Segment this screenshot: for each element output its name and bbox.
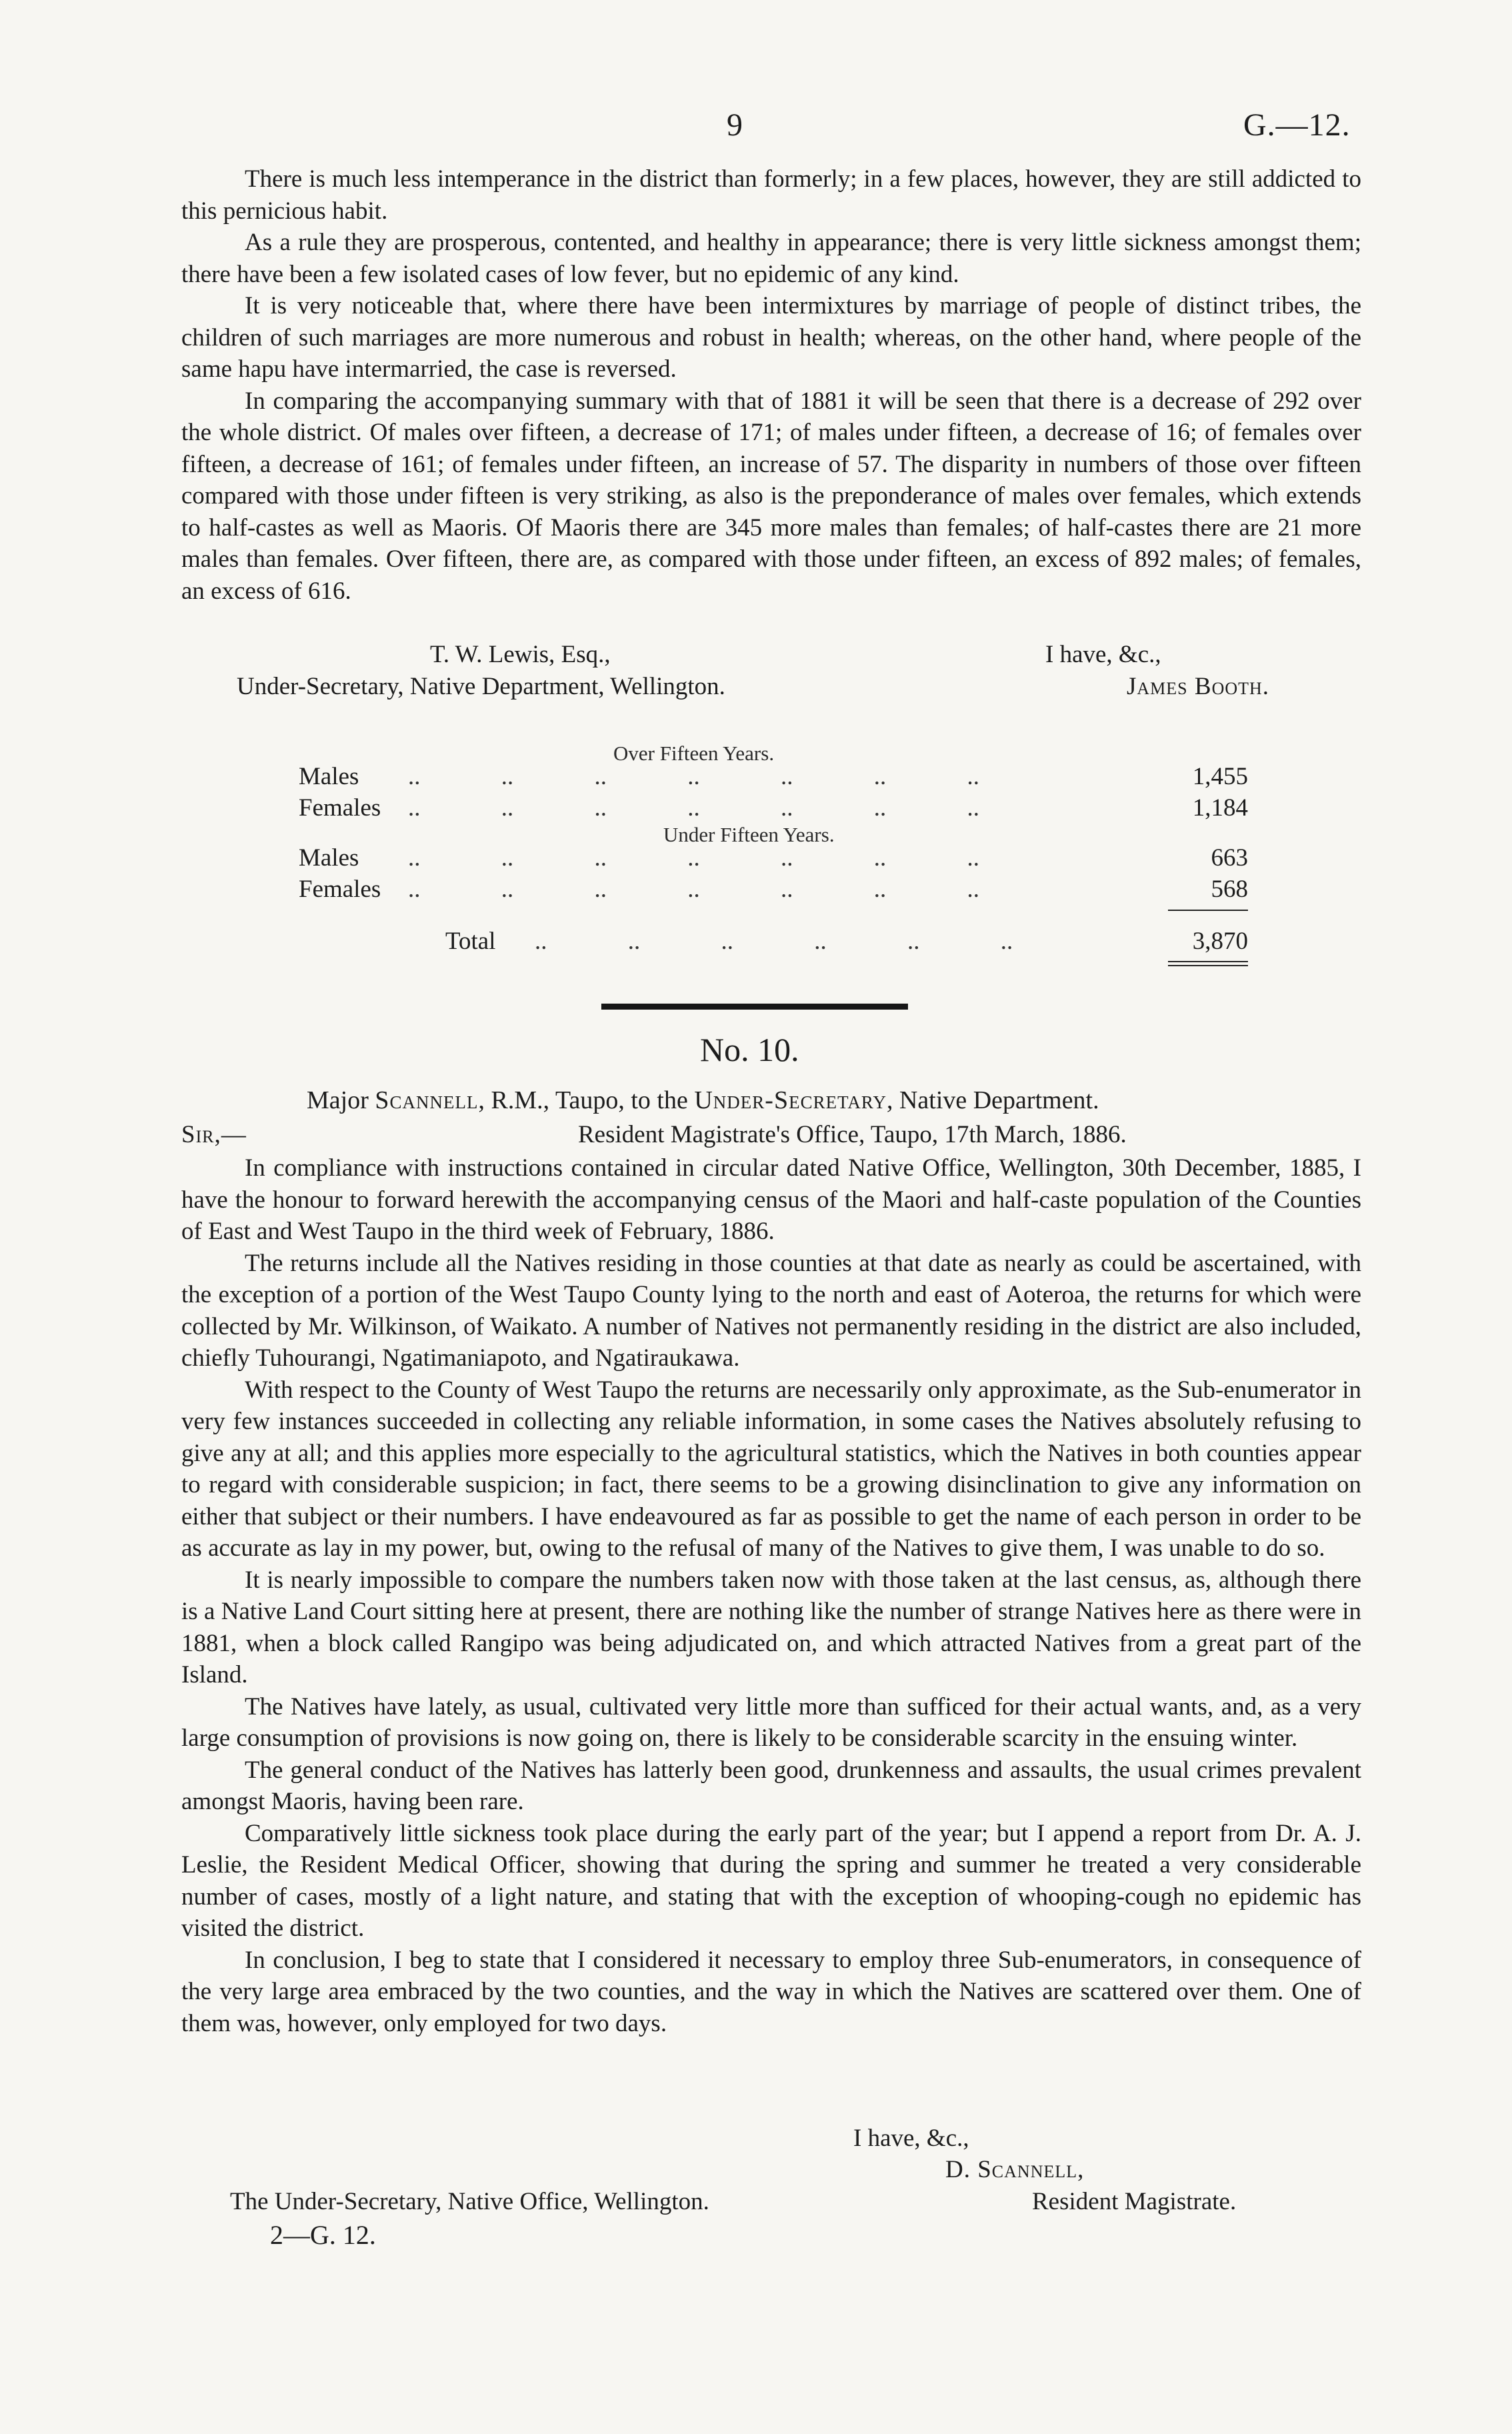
section-divider	[601, 1004, 908, 1010]
row-value: 1,184	[1192, 794, 1248, 822]
heading-text: , R.M., Taupo, to the	[478, 1086, 695, 1114]
row-label: Females	[299, 794, 381, 822]
paragraph: In compliance with instructions contained in circular dated Native Office, Wellington, 30th December, 1885, I have the honour to forward herewith the accompanying census of the Maori and half-caste population of the Counties of East and West Taupo in the third week of February, 1886.	[181, 1154, 1361, 1245]
total-double-rule	[1168, 961, 1248, 962]
total-double-rule	[1168, 965, 1248, 966]
total-label: Total	[445, 928, 496, 955]
heading-recipient: Under-Secretary	[694, 1086, 887, 1114]
row-label: Females	[299, 876, 381, 903]
heading-sender: Scannell	[375, 1086, 479, 1114]
row-value: 663	[1211, 844, 1248, 872]
row-label: Males	[299, 763, 359, 790]
letter-body-part2	[181, 1152, 1361, 2039]
closing: I have, &c.,	[1045, 641, 1161, 668]
letter-heading	[307, 1086, 1099, 1115]
paragraph: Comparatively little sickness took place during the early part of the year; but I append a report from Dr. A. J. Leslie, the Resident Medical Officer, showing that during the spring and summer he treated a very considerable number of cases, mostly of a light nature, and stating that with the exception of whooping-cough no epidemic has visited the district.	[181, 1819, 1361, 1942]
addressee: The Under-Secretary, Native Office, Wellington.	[230, 2188, 709, 2215]
heading-text: , Native Department.	[886, 1086, 1099, 1114]
leader-dots: .. .. .. .. .. ..	[535, 928, 1013, 955]
addressee-name: T. W. Lewis, Esq.,	[430, 641, 611, 668]
paragraph: It is nearly impossible to compare the numbers taken now with those taken at the last census, as, although there is a Native Land Court sitting here at present, there are nothing like the number of strange Natives here as there were in 1881, when a block called Rangipo was being adjudicated on, and which attracted Natives from a great part of the Island.	[181, 1566, 1361, 1688]
paragraph: As a rule they are prosperous, contented, and healthy in appearance; there is very little sickness amongst them; there have been a few isolated cases of low fever, but no epidemic of any kind.	[181, 229, 1361, 288]
paragraph: The general conduct of the Natives has latterly been good, drunkenness and assaults, the usual crimes prevalent amongst Maoris, having been rare.	[181, 1756, 1361, 1815]
paragraph: There is much less intemperance in the district than formerly; in a few places, however, they are still addicted to this pernicious habit.	[181, 165, 1361, 225]
closing: I have, &c.,	[853, 2125, 969, 2152]
page-number: 9	[727, 107, 743, 143]
leader-dots: .. .. .. .. .. .. ..	[408, 763, 979, 790]
footer-signature-mark: 2—G. 12.	[270, 2220, 376, 2250]
paragraph: The returns include all the Natives residing in those counties at that date as nearly as could be ascertained, with the exception of a portion of the West Taupo County lying to the north and east of Aoteroa, the returns for which were collected by Mr. Wilkinson, of Waikato. A number of Natives not permanently residing in the district are also included, chiefly Tuhourangi, Ngatimaniapoto, and Ngatiraukawa.	[181, 1249, 1361, 1372]
total-value: 3,870	[1192, 928, 1248, 955]
paragraph: The Natives have lately, as usual, cultivated very little more than sufficed for their actual wants, and, as a very large consumption of provisions is now going on, there is likely to be considerable scarcity in the ensuing winter.	[181, 1692, 1361, 1752]
paragraph: In conclusion, I beg to state that I considered it necessary to employ three Sub-enumerators, in consequence of the very large area embraced by the two counties, and the way in which the Natives are scattered over them. One of them was, however, only employed for two days.	[181, 1946, 1361, 2037]
dateline: Resident Magistrate's Office, Taupo, 17th March, 1886.	[578, 1121, 1127, 1148]
leader-dots: .. .. .. .. .. .. ..	[408, 794, 979, 822]
salutation: Sir,—	[181, 1121, 247, 1148]
addressee-title: Under-Secretary, Native Department, Wellington.	[237, 673, 725, 700]
signature-title: Resident Magistrate.	[1032, 2188, 1237, 2215]
leader-dots: .. .. .. .. .. .. ..	[408, 876, 979, 903]
leader-dots: .. .. .. .. .. .. ..	[408, 844, 979, 872]
row-label: Males	[299, 844, 359, 872]
table-heading-over-fifteen: Over Fifteen Years.	[613, 742, 775, 765]
paragraph: With respect to the County of West Taupo the returns are necessarily only approximate, as the Sub-enumerator in very few instances succeeded in collecting any reliable information, in some cases the Natives absolutely refusing to give any at all; and this applies more especially to the agricultural statistics, which the Natives in both counties appear to regard with considerable suspicion; in fact, there seems to be a growing disinclination to give any information on either that subject or their numbers. I have endeavoured as far as possible to get the name of each person in order to be as accurate as lay in my power, but, owing to the refusal of many of the Natives to give them, I was unable to do so.	[181, 1376, 1361, 1562]
signature: James Booth.	[1127, 673, 1270, 700]
sum-rule	[1168, 910, 1248, 911]
heading-text: Major	[307, 1086, 375, 1114]
signature: D. Scannell,	[945, 2156, 1085, 2183]
table-heading-under-fifteen: Under Fifteen Years.	[663, 823, 835, 846]
row-value: 568	[1211, 876, 1248, 903]
paragraph: In comparing the accompanying summary with that of 1881 it will be seen that there is a decrease of 292 over the whole district. Of males over fifteen, a decrease of 171; of males under fifteen, a decrease of 16; of females over fifteen, a decrease of 161; of females under fifteen, an increase of 57. The disparity in numbers of those over fifteen compared with those under fifteen is very striking, as also is the preponderance of males over females, which extends to half-castes as well as Maoris. Of Maoris there are 345 more males than females; of half-castes there are 21 more males than females. Over fifteen, there are, as compared with those under fifteen, an excess of 892 males; of females, an excess of 616.	[181, 387, 1361, 605]
letter-number: No. 10.	[700, 1031, 799, 1068]
paragraph: It is very noticeable that, where there have been intermixtures by marriage of people of distinct tribes, the children of such marriages are more numerous and robust in health; whereas, on the other hand, where people of the same hapu have intermarried, the case is reversed.	[181, 292, 1361, 383]
letter-body-part1	[181, 163, 1361, 607]
row-value: 1,455	[1192, 763, 1248, 790]
document-reference: G.—12.	[1243, 107, 1351, 143]
